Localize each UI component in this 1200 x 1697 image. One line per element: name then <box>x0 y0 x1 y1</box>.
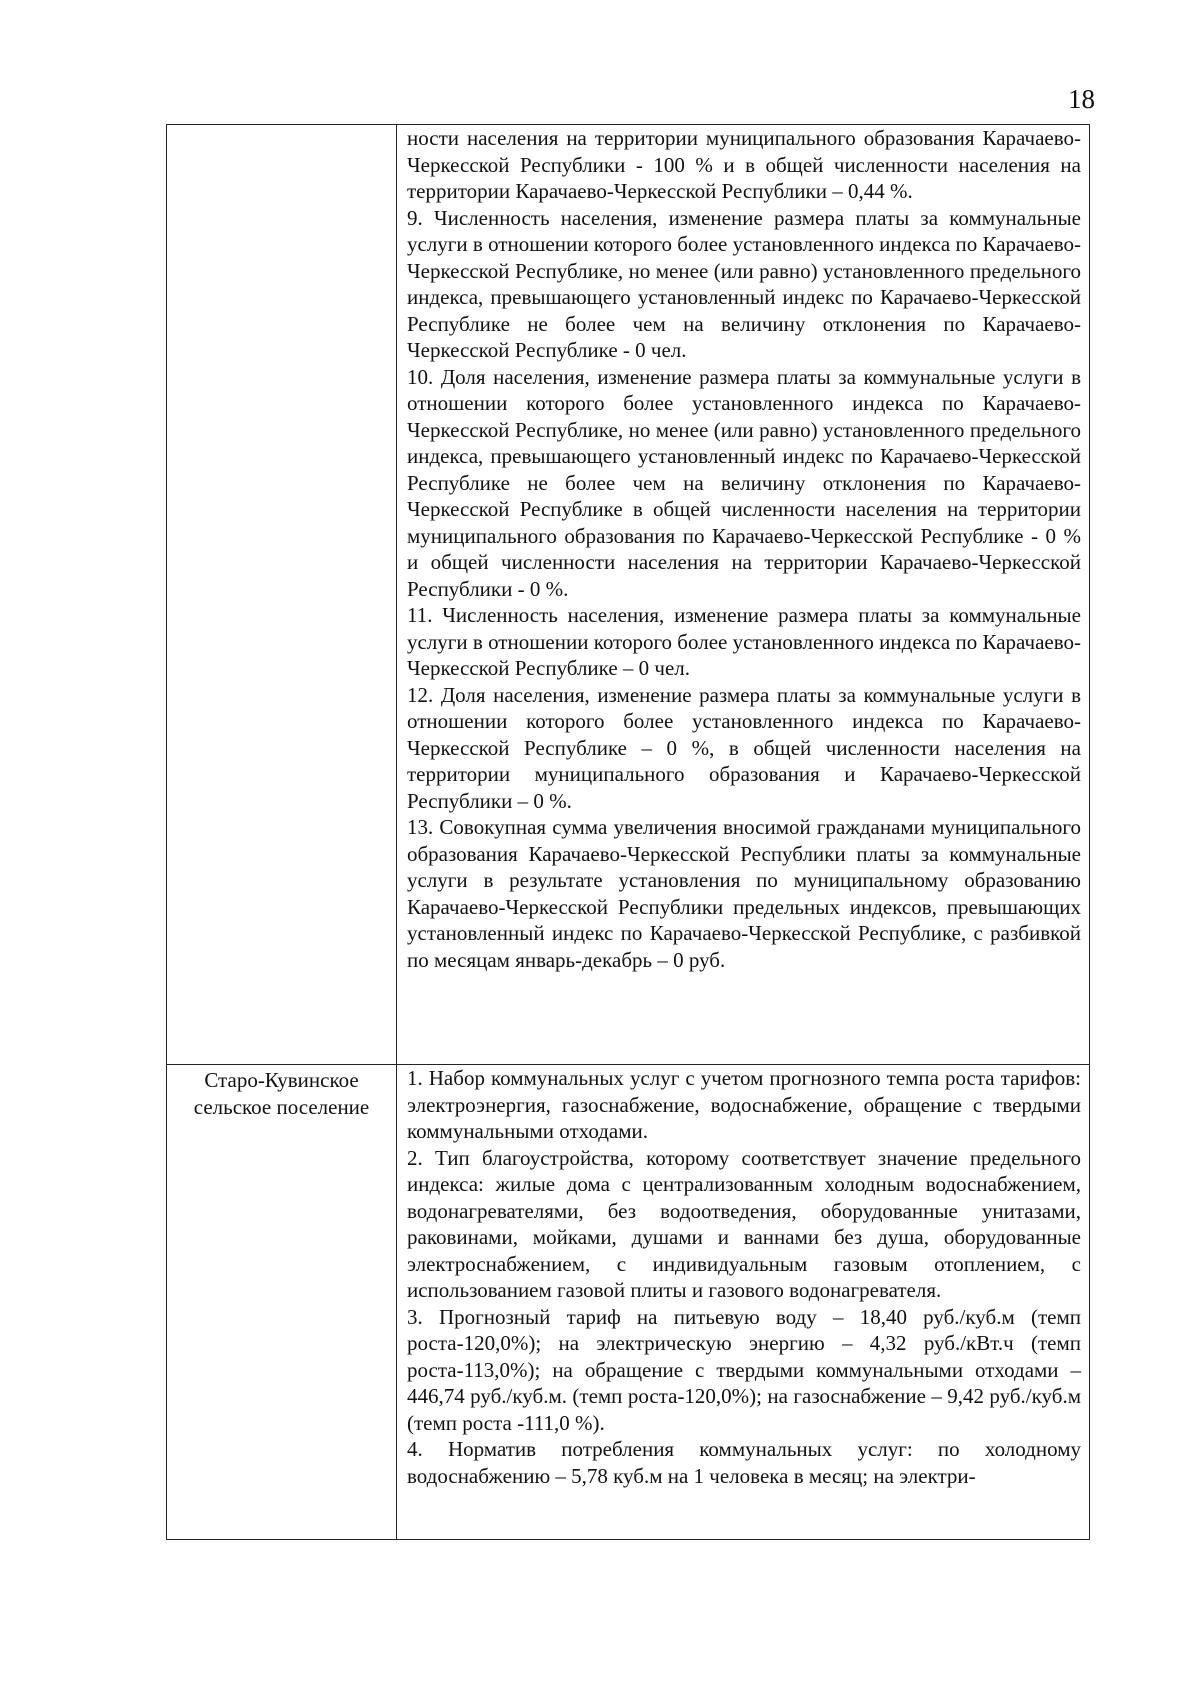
indicator-paragraph: 13. Совокупная сумма увеличения вносимой гражданами муниципального образования Карачаево-Черкесской Республики платы за коммунальные услуги в результате установления по муниципальному образованию Карачаево-Черкесской Республики предельных индексов, превышающих установленный индекс по Карачаево-Черкесской Республике, с разбивкой по месяцам январь-декабрь – 0 руб. <box>407 815 1081 972</box>
municipality-cell <box>167 1065 397 1540</box>
table-row <box>167 1065 1090 1540</box>
municipality-cell <box>167 125 397 1065</box>
municipality-name <box>167 125 396 127</box>
indicator-paragraph: ности населения на территории муниципального образования Карачаево-Черкесской Республики - 100 % и в общей численности населения на территории Карачаево-Черкесской Республики – 0,44 %. <box>407 126 1081 203</box>
indicator-paragraph: 4. Норматив потребления коммунальных услуг: по холодному водоснабжению – 5,78 куб.м на 1 человека в месяц; на электри- <box>407 1437 1081 1488</box>
indicator-paragraph: 2. Тип благоустройства, которому соответствует значение предельного индекса: жилые дома с централизованным холодным водоснабжением, водонагревателями, без водоотведения, оборудованные унитазами, раковинами, мойками, душами и ваннами без душа, оборудованные электроснабжением, с индивидуальным газовым отоплением, с использованием газовой плиты и газового водонагревателя. <box>407 1145 1081 1302</box>
document-table <box>166 124 1090 1540</box>
indicator-paragraph: 12. Доля населения, изменение размера платы за коммунальные услуги в отношении которого более установленного индекса по Карачаево-Черкесской Республике – 0 %, в общей численности населения на территории муниципального образования и Карачаево-Черкесской Республики – 0 %. <box>407 682 1081 813</box>
indicator-paragraph: 11. Численность населения, изменение размера платы за коммунальные услуги в отношении которого более установленного индекса по Карачаево-Черкесской Республике – 0 чел. <box>407 603 1081 680</box>
indicator-paragraph: 1. Набор коммунальных услуг с учетом прогнозного темпа роста тарифов: электроэнергия, газоснабжение, водоснабжение, обращение с твердыми коммунальными отходами. <box>407 1066 1081 1143</box>
page-number: 18 <box>1068 84 1095 114</box>
indicator-paragraph: 9. Численность населения, изменение размера платы за коммунальные услуги в отношении которого более установленного индекса по Карачаево-Черкесской Республике, но менее (или равно) установленного предельного индекса, превышающего установленный индекс по Карачаево-Черкесской Республике не более чем на величину отклонения по Карачаево-Черкесской Республике - 0 чел. <box>407 205 1081 362</box>
indicator-paragraph: 10. Доля населения, изменение размера платы за коммунальные услуги в отношении которого более установленного индекса по Карачаево-Черкесской Республике, но менее (или равно) установленного предельного индекса, превышающего установленный индекс по Карачаево-Черкесской Республике не более чем на величину отклонения по Карачаево-Черкесской Республике в общей численности населения на территории муниципального образования по Карачаево-Черкесской Республике - 0 % и общей численности населения на территории Карачаево-Черкесской Республики - 0 %. <box>407 364 1081 601</box>
indicators-cell <box>397 125 1090 1065</box>
municipality-name: Старо-Кувинское сельское поселение <box>193 1068 370 1119</box>
indicator-paragraph: 3. Прогнозный тариф на питьевую воду – 18,40 руб./куб.м (темп роста-120,0%); на электрическую энергию – 4,32 руб./кВт.ч (темп роста-113,0%); на обращение с твердыми коммунальными отходами – 446,74 руб./куб.м. (темп роста-120,0%); на газоснабжение – 9,42 руб./куб.м (темп роста -111,0 %). <box>407 1304 1081 1435</box>
table-row <box>167 125 1090 1065</box>
indicators-cell <box>397 1065 1090 1540</box>
